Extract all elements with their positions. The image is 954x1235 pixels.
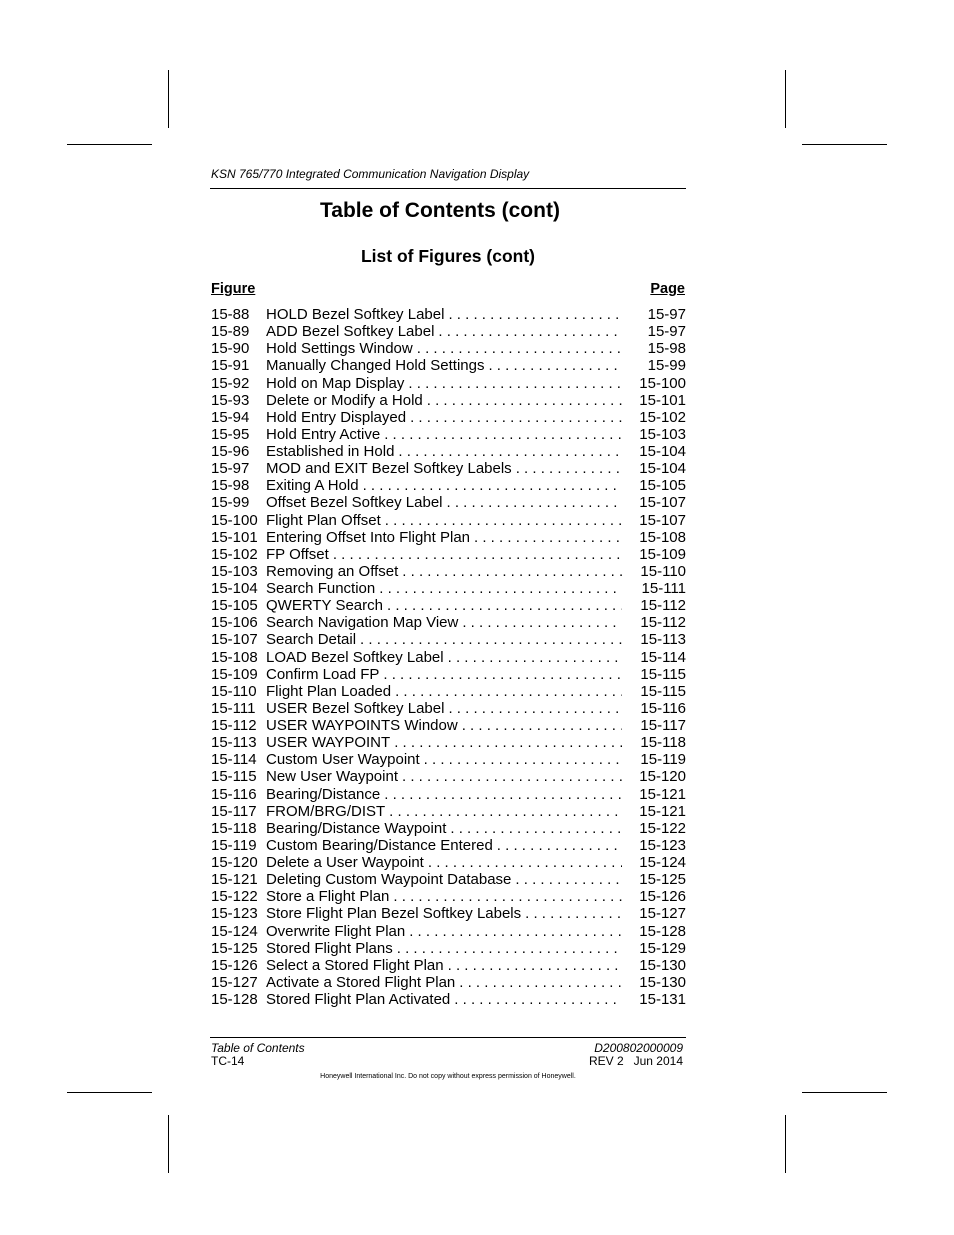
toc-entry[interactable] [211, 666, 686, 683]
dot-leader [488, 357, 622, 374]
dot-leader [408, 375, 622, 392]
figure-title: Overwrite Flight Plan [266, 922, 406, 940]
figure-number: 15-117 [211, 802, 257, 820]
figure-title: Entering Offset Into Flight Plan [266, 528, 471, 546]
page-number: 15-131 [639, 991, 686, 1008]
toc-entry[interactable] [211, 529, 686, 546]
dot-leader [428, 854, 622, 871]
figure-number: 15-89 [211, 323, 250, 341]
figure-number: 15-111 [211, 699, 256, 717]
page-number: 15-121 [639, 785, 686, 803]
toc-entry[interactable] [211, 888, 686, 905]
figure-number: 15-92 [211, 374, 250, 392]
page-number: 15-121 [639, 802, 686, 820]
dot-leader [360, 631, 622, 648]
toc-entry[interactable] [211, 803, 686, 820]
page-column-heading: Page [650, 281, 685, 297]
page-number: 15-107 [639, 511, 686, 529]
figure-title: Hold Settings Window [266, 340, 413, 358]
figure-title: New User Waypoint [266, 768, 398, 786]
page-number: 15-109 [639, 545, 686, 563]
dot-leader [448, 700, 622, 717]
toc-entry[interactable] [211, 409, 686, 426]
toc-entry[interactable] [211, 991, 686, 1008]
toc-entry[interactable] [211, 683, 686, 700]
dot-leader [402, 563, 622, 580]
toc-entry[interactable] [211, 306, 686, 323]
toc-entry[interactable] [211, 974, 686, 991]
figure-title: HOLD Bezel Softkey Label [266, 306, 445, 323]
page-number: 15-112 [640, 597, 686, 615]
page-number: 15-115 [640, 665, 686, 683]
figure-title: Established in Hold [266, 443, 395, 460]
dot-leader [515, 871, 622, 888]
toc-entry[interactable] [211, 768, 686, 785]
page-number: 15-111 [641, 580, 686, 597]
dot-leader [397, 940, 622, 957]
page-number: 15-104 [639, 460, 686, 478]
page-number: 15-124 [639, 854, 686, 871]
figure-number: 15-91 [211, 357, 250, 375]
toc-entry[interactable] [211, 426, 686, 443]
toc-entry[interactable] [211, 375, 686, 392]
dot-leader [497, 837, 622, 854]
figure-number: 15-110 [211, 682, 257, 700]
figure-title: Search Navigation Map View [266, 614, 459, 632]
toc-entry[interactable] [211, 751, 686, 768]
figure-title: FP Offset [266, 545, 329, 563]
page-number: 15-127 [639, 905, 686, 923]
figure-number: 15-115 [211, 768, 257, 786]
figure-title: Custom User Waypoint [266, 751, 420, 769]
figure-title: Select a Stored Flight Plan [266, 956, 444, 974]
figure-title: Manually Changed Hold Settings [266, 357, 485, 375]
page-number: 15-105 [639, 477, 686, 495]
dot-leader [450, 820, 622, 837]
figure-title: MOD and EXIT Bezel Softkey Labels [266, 460, 512, 478]
dot-leader [379, 580, 622, 597]
figure-number: 15-112 [211, 717, 257, 734]
figure-number: 15-97 [211, 460, 250, 478]
page-number: 15-103 [639, 425, 686, 443]
page-number: 15-100 [639, 374, 686, 392]
figure-title: Hold on Map Display [266, 374, 405, 392]
dot-leader [363, 477, 622, 494]
crop-mark [802, 144, 887, 145]
page-title: Table of Contents (cont) [320, 199, 560, 222]
dot-leader [384, 426, 622, 443]
toc-entry[interactable] [211, 580, 686, 597]
figure-title: Search Function [266, 580, 376, 597]
copyright-notice: Honeywell International Inc. Do not copy without express permission of Honeywell. [320, 1073, 576, 1080]
figure-number: 15-96 [211, 443, 250, 460]
crop-mark [168, 70, 169, 128]
section-subtitle: List of Figures (cont) [360, 246, 536, 266]
figure-title: Hold Entry Displayed [266, 408, 407, 426]
figure-number: 15-122 [211, 888, 258, 906]
crop-mark [785, 1115, 786, 1173]
page-number: 15-117 [640, 717, 686, 734]
figure-number: 15-101 [211, 528, 258, 546]
page-number: 15-97 [647, 306, 686, 323]
footer-document-number: D200802000009 [594, 1041, 683, 1055]
figure-number: 15-100 [211, 511, 258, 529]
dot-leader [427, 392, 622, 409]
dot-leader [462, 614, 622, 631]
toc-entry[interactable] [211, 871, 686, 888]
figure-title: Flight Plan Loaded [266, 682, 392, 700]
figure-title: Bearing/Distance [266, 785, 381, 803]
dot-leader [438, 323, 622, 340]
dot-leader [394, 734, 622, 751]
page-number: 15-119 [640, 751, 686, 769]
crop-mark [67, 1092, 152, 1093]
figure-title: Exiting A Hold [266, 477, 359, 495]
dot-leader [389, 803, 622, 820]
dot-leader [395, 683, 622, 700]
page-number: 15-122 [639, 819, 686, 837]
toc-entry[interactable] [211, 734, 686, 751]
toc-entry[interactable] [211, 820, 686, 837]
figure-title: FROM/BRG/DIST [266, 802, 386, 820]
footer-page-number: TC-14 [211, 1054, 245, 1068]
figure-number: 15-94 [211, 408, 250, 426]
figure-number: 15-102 [211, 545, 258, 563]
toc-entry[interactable] [211, 512, 686, 529]
figure-title: Delete or Modify a Hold [266, 391, 423, 409]
toc-entry[interactable] [211, 392, 686, 409]
page-number: 15-107 [639, 494, 686, 512]
toc-entry[interactable] [211, 631, 686, 648]
page-number: 15-98 [647, 340, 686, 358]
figure-number: 15-118 [211, 819, 257, 837]
figure-list [211, 306, 686, 1008]
figure-number: 15-90 [211, 340, 250, 358]
dot-leader [333, 546, 622, 563]
figure-number: 15-99 [211, 494, 250, 512]
header-rule [210, 188, 686, 189]
figure-title: Bearing/Distance Waypoint [266, 819, 447, 837]
figure-title: Activate a Stored Flight Plan [266, 973, 456, 991]
dot-leader [459, 974, 622, 991]
figure-title: Offset Bezel Softkey Label [266, 494, 443, 512]
page-number: 15-114 [640, 648, 686, 666]
dot-leader [462, 717, 622, 734]
toc-entry[interactable] [211, 854, 686, 871]
page-number: 15-120 [639, 768, 686, 786]
crop-mark [785, 70, 786, 128]
figure-number: 15-107 [211, 631, 258, 649]
toc-entry[interactable] [211, 614, 686, 631]
toc-entry[interactable] [211, 923, 686, 940]
footer-revision: REV 2 Jun 2014 [588, 1054, 683, 1068]
dot-leader [398, 443, 622, 460]
figure-column-heading: Figure [211, 281, 256, 297]
figure-number: 15-123 [211, 905, 258, 923]
dot-leader [424, 751, 622, 768]
footer-section-name: Table of Contents [211, 1041, 305, 1055]
figure-number: 15-128 [211, 991, 258, 1008]
figure-title: Confirm Load FP [266, 665, 380, 683]
toc-entry[interactable] [211, 546, 686, 563]
dot-leader [448, 306, 622, 323]
figure-number: 15-119 [211, 836, 257, 854]
figure-number: 15-120 [211, 854, 258, 871]
page-number: 15-128 [639, 922, 686, 940]
toc-entry[interactable] [211, 700, 686, 717]
figure-title: Store a Flight Plan [266, 888, 390, 906]
figure-title: USER WAYPOINTS Window [266, 717, 458, 734]
page-number: 15-130 [639, 956, 686, 974]
dot-leader [447, 494, 623, 511]
page-number: 15-110 [640, 562, 686, 580]
toc-entry[interactable] [211, 323, 686, 340]
figure-number: 15-103 [211, 562, 258, 580]
figure-number: 15-93 [211, 391, 250, 409]
page-number: 15-108 [639, 528, 686, 546]
dot-leader [410, 409, 622, 426]
figure-title: Deleting Custom Waypoint Database [266, 871, 512, 889]
page-number: 15-97 [647, 323, 686, 341]
figure-title: Store Flight Plan Bezel Softkey Labels [266, 905, 522, 923]
toc-entry[interactable] [211, 340, 686, 357]
figure-number: 15-121 [211, 871, 258, 889]
figure-title: ADD Bezel Softkey Label [266, 323, 435, 341]
toc-entry[interactable] [211, 940, 686, 957]
figure-title: QWERTY Search [266, 597, 383, 615]
toc-entry[interactable] [211, 717, 686, 734]
figure-title: Stored Flight Plans [266, 939, 393, 957]
toc-entry[interactable] [211, 494, 686, 511]
page-number: 15-115 [640, 682, 686, 700]
figure-title: Stored Flight Plan Activated [266, 991, 451, 1008]
page-number: 15-116 [640, 699, 686, 717]
dot-leader [393, 888, 622, 905]
figure-number: 15-98 [211, 477, 250, 495]
figure-number: 15-106 [211, 614, 258, 632]
toc-entry[interactable] [211, 649, 686, 666]
figure-number: 15-116 [211, 785, 257, 803]
dot-leader [409, 923, 622, 940]
figure-title: Removing an Offset [266, 562, 399, 580]
dot-leader [387, 597, 622, 614]
figure-title: USER Bezel Softkey Label [266, 699, 445, 717]
page-number: 15-112 [640, 614, 686, 632]
page-number: 15-113 [640, 631, 686, 649]
crop-mark [802, 1092, 887, 1093]
dot-leader [417, 340, 622, 357]
figure-number: 15-125 [211, 939, 258, 957]
figure-number: 15-108 [211, 648, 258, 666]
page-number: 15-101 [639, 391, 686, 409]
figure-title: Delete a User Waypoint [266, 854, 424, 871]
figure-number: 15-88 [211, 306, 250, 323]
page-number: 15-126 [639, 888, 686, 906]
figure-number: 15-95 [211, 425, 250, 443]
dot-leader [474, 529, 622, 546]
toc-entry[interactable] [211, 957, 686, 974]
toc-entry[interactable] [211, 837, 686, 854]
dot-leader [402, 768, 622, 785]
figure-number: 15-114 [211, 751, 257, 769]
page-number: 15-99 [647, 357, 686, 375]
page-number: 15-104 [639, 443, 686, 460]
toc-entry[interactable] [211, 460, 686, 477]
figure-title: LOAD Bezel Softkey Label [266, 648, 444, 666]
dot-leader [385, 512, 622, 529]
figure-title: Hold Entry Active [266, 425, 381, 443]
figure-number: 15-109 [211, 665, 258, 683]
toc-entry[interactable] [211, 477, 686, 494]
running-header: KSN 765/770 Integrated Communication Navigation Display [211, 167, 530, 181]
figure-title: Custom Bearing/Distance Entered [266, 836, 493, 854]
toc-entry[interactable] [211, 597, 686, 614]
dot-leader [516, 460, 622, 477]
figure-title: USER WAYPOINT [266, 734, 391, 752]
figure-number: 15-113 [211, 734, 257, 752]
figure-number: 15-126 [211, 956, 258, 974]
figure-title: Search Detail [266, 631, 357, 649]
toc-entry[interactable] [211, 357, 686, 374]
toc-entry[interactable] [211, 905, 686, 922]
page-number: 15-102 [639, 408, 686, 426]
dot-leader [448, 957, 622, 974]
page-number: 15-118 [640, 734, 686, 752]
toc-entry[interactable] [211, 563, 686, 580]
figure-number: 15-127 [211, 973, 258, 991]
crop-mark [67, 144, 152, 145]
dot-leader [383, 666, 622, 683]
page-number: 15-130 [639, 973, 686, 991]
figure-title: Flight Plan Offset [266, 511, 381, 529]
figure-number: 15-104 [211, 580, 258, 597]
crop-mark [168, 1115, 169, 1173]
figure-number: 15-105 [211, 597, 258, 615]
toc-entry[interactable] [211, 443, 686, 460]
footer-rule [210, 1037, 686, 1038]
toc-entry[interactable] [211, 786, 686, 803]
page-number: 15-125 [639, 871, 686, 889]
figure-number: 15-124 [211, 922, 258, 940]
page-number: 15-123 [639, 836, 686, 854]
dot-leader [454, 991, 622, 1008]
dot-leader [384, 786, 622, 803]
dot-leader [448, 649, 622, 666]
page-number: 15-129 [639, 939, 686, 957]
dot-leader [525, 905, 622, 922]
